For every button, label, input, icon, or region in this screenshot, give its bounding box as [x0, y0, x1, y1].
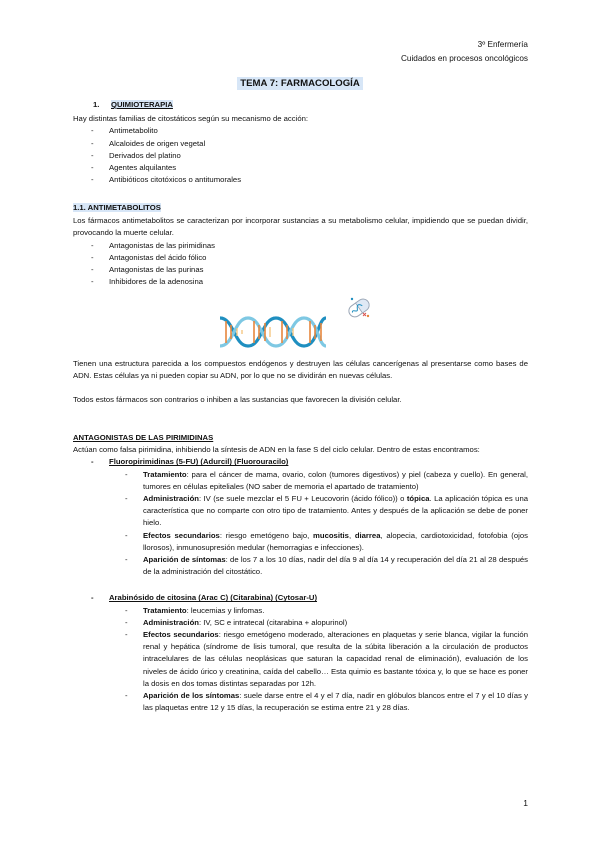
drug-name: - Arabinósido de citosina (Arac C) (Citarabina) (Cytosar-U) — [73, 592, 528, 604]
list-item — [73, 690, 528, 714]
family-list — [73, 125, 528, 186]
list-item — [73, 493, 528, 530]
list-item: - Antibióticos citotóxicos o antitumorales — [73, 174, 528, 186]
list-item — [73, 469, 528, 493]
detail-text: : riesgo emetógeno moderado, alteraciones en plaquetas y serie blanca, vigilar la función renal y hepática (síndrome de lisis tumoral, que resulta de la súbita liberación a la circulación de productos intracelulares de las células neoplásicas que saturan la capacidad renal de eliminación), evaluación de los niveles de ácido úrico y creatinina, caída del cabello… Esta quimio es bastante tóxica y, lo que se hace es poner la dosis en dos tomas distintas separadas por 12h. — [143, 630, 528, 688]
list-item: - Alcaloides de origen vegetal — [73, 138, 528, 150]
paragraph: Los fármacos antimetabolitos se caracterizan por incorporar sustancias a su metabolismo celular, impidiendo que se puedan dividir, provocando la muerte celular. — [73, 216, 528, 238]
list-item: - Antimetabolito — [73, 125, 528, 137]
detail-text: : IV (se suele mezclar el 5 FU + Leucovorin (ácido fólico)) o — [198, 494, 407, 504]
list-item — [73, 605, 528, 617]
section-heading: QUIMIOTERAPIA — [111, 100, 173, 109]
section-quimioterapia — [73, 99, 528, 186]
detail-text: : suele darse entre el 4 y el 7 día, nadir en glóbulos blancos entre el 7 y el 10 días y las plaquetas entre 12 y 15 días, la recuperación se estima entre 21 y 28 días. — [143, 691, 528, 713]
list-item: - Inhibidores de la adenosina — [73, 276, 528, 288]
header-course: 3º Enfermería — [477, 40, 528, 49]
document-title-wrap — [0, 73, 600, 91]
capsule-dna-icon — [343, 292, 375, 324]
list-item — [73, 629, 528, 690]
section-antimetabolitos-body — [73, 358, 528, 407]
dna-helix-icon — [218, 310, 328, 354]
list-item: - Antagonistas del ácido fólico — [73, 252, 528, 264]
list-item: - Antagonistas de las pirimidinas — [73, 240, 528, 252]
section-number: 1. — [93, 100, 100, 109]
list-item — [73, 617, 528, 629]
detail-label: Efectos secundarios — [143, 630, 219, 640]
detail-text: , — [348, 530, 355, 540]
detail-text: : riesgo emetógeno bajo, — [219, 530, 314, 540]
detail-text: : de los 7 a los 10 días, nadir del día 9 al día 14 y recuperación del día 21 al 28 después de la administración del citostático. — [143, 555, 529, 577]
detail-text: : para el cáncer de mama, ovario, colon (tumores digestivos) y piel (cabeza y cuello). En general, tumores en células epiteliales (NO saber de memoria el apartado de tratamiento) — [143, 469, 528, 491]
detail-emphasis: diarrea — [354, 530, 381, 540]
detail-label: Efectos secundarios — [143, 530, 220, 540]
drug-name: - Fluoropirimidinas (5-FU) (Adurcil) (Fluorouracilo) — [73, 456, 528, 468]
section-intro: Hay distintas familias de citostáticos según su mecanismo de acción: — [73, 114, 309, 124]
list-item: - Agentes alquilantes — [73, 162, 528, 174]
paragraph: Tienen una estructura parecida a los compuestos endógenos y destruyen las células cancerígenas al presentarse como bases de ADN. Estas células ya ni pueden copiar su ADN, por lo que no se dividirán en nuevas células. — [73, 359, 528, 381]
list-item: - Derivados del platino — [73, 150, 528, 162]
detail-label: Tratamiento — [143, 469, 187, 479]
drug-details — [73, 469, 528, 579]
detail-label: Tratamiento — [143, 605, 187, 615]
section-pirimidinas — [73, 432, 528, 714]
detail-emphasis: mucositis — [313, 530, 349, 540]
page-number: 1 — [523, 798, 528, 808]
detail-emphasis: tópica — [406, 494, 430, 504]
drug-details — [73, 605, 528, 715]
paragraph: Todos estos fármacos son contrarios o inhiben a las sustancias que favorecen la división celular. — [73, 395, 402, 405]
page-header — [401, 38, 528, 66]
detail-label: Aparición de los síntomas — [143, 691, 240, 701]
list-item: - Antagonistas de las purinas — [73, 264, 528, 276]
section-antimetabolitos — [73, 202, 528, 288]
document-title: TEMA 7: FARMACOLOGÍA — [237, 77, 363, 90]
detail-label: Aparición de síntomas — [143, 555, 226, 565]
list-item — [73, 530, 528, 554]
detail-text: , alopecia, cardiotoxicidad, fotofobia (ojos llorosos), inmunosupresión medular (hemorragias e infecciones). — [143, 530, 528, 552]
detail-text: . La aplicación tópica es una característica que no comparte con otro tipo de tratamiento. Antes y después de la aplicación se debe de poner hielo. — [143, 494, 529, 528]
subsection-heading: 1.1. ANTIMETABOLITOS — [73, 203, 161, 212]
antimetabolite-list — [73, 240, 528, 289]
list-item — [73, 554, 528, 578]
detail-text: : leucemias y linfomas. — [186, 605, 265, 615]
detail-label: Administración — [143, 617, 199, 627]
detail-label: Administración — [143, 494, 199, 504]
detail-text: : IV, SC e intratecal (citarabina + alopurinol) — [198, 617, 348, 627]
paragraph: Actúan como falsa pirimidina, inhibiendo la síntesis de ADN en la fase S del ciclo celular. Dentro de estas encontramos: — [73, 445, 480, 455]
subsection-heading: ANTAGONISTAS DE LAS PIRIMIDINAS — [73, 433, 214, 442]
header-subject: Cuidados en procesos oncológicos — [401, 54, 528, 63]
